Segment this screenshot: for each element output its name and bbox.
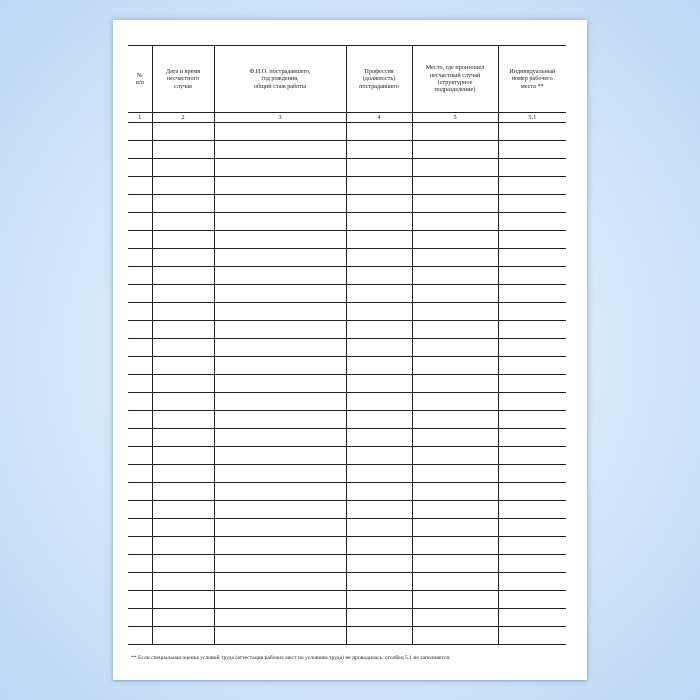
table-cell[interactable] bbox=[498, 375, 566, 393]
table-cell[interactable] bbox=[214, 357, 346, 375]
table-row bbox=[128, 465, 566, 483]
table-cell[interactable] bbox=[214, 483, 346, 501]
table-cell[interactable] bbox=[498, 555, 566, 573]
table-cell[interactable] bbox=[128, 483, 152, 501]
table-cell[interactable] bbox=[128, 267, 152, 285]
table-cell[interactable] bbox=[128, 609, 152, 627]
table-cell[interactable] bbox=[498, 465, 566, 483]
column-number-4: 4 bbox=[346, 113, 412, 123]
table-cell[interactable] bbox=[214, 321, 346, 339]
table-cell[interactable] bbox=[214, 555, 346, 573]
table-cell[interactable] bbox=[498, 321, 566, 339]
table-cell[interactable] bbox=[412, 195, 498, 213]
table-cell[interactable] bbox=[346, 195, 412, 213]
table-cell[interactable] bbox=[498, 285, 566, 303]
table-cell[interactable] bbox=[128, 285, 152, 303]
table-cell[interactable] bbox=[214, 501, 346, 519]
table-row bbox=[128, 573, 566, 591]
table-cell[interactable] bbox=[152, 393, 214, 411]
table-cell[interactable] bbox=[152, 303, 214, 321]
table-cell[interactable] bbox=[498, 213, 566, 231]
table-cell[interactable] bbox=[346, 375, 412, 393]
table-cell[interactable] bbox=[346, 609, 412, 627]
table-cell[interactable] bbox=[152, 411, 214, 429]
table-cell[interactable] bbox=[498, 231, 566, 249]
header-workplace-number: Индивидуальный номер рабочего места ** bbox=[498, 46, 566, 113]
column-number-2: 2 bbox=[152, 113, 214, 123]
table-cell[interactable] bbox=[214, 573, 346, 591]
table-cell[interactable] bbox=[214, 213, 346, 231]
table-cell[interactable] bbox=[128, 537, 152, 555]
table-cell[interactable] bbox=[214, 285, 346, 303]
table-row bbox=[128, 447, 566, 465]
header-place: Место, где произошел несчастный случай (структурное подразделение) bbox=[412, 46, 498, 113]
table-cell[interactable] bbox=[214, 195, 346, 213]
table-row bbox=[128, 393, 566, 411]
table-cell[interactable] bbox=[128, 501, 152, 519]
table-cell[interactable] bbox=[346, 447, 412, 465]
table-cell[interactable] bbox=[412, 249, 498, 267]
table-cell[interactable] bbox=[152, 375, 214, 393]
table-cell[interactable] bbox=[498, 447, 566, 465]
table-cell[interactable] bbox=[214, 591, 346, 609]
table-cell[interactable] bbox=[498, 591, 566, 609]
table-row bbox=[128, 303, 566, 321]
table-cell[interactable] bbox=[346, 303, 412, 321]
table-cell[interactable] bbox=[152, 573, 214, 591]
table-cell[interactable] bbox=[214, 177, 346, 195]
table-cell[interactable] bbox=[128, 213, 152, 231]
column-number-5-1: 5.1 bbox=[498, 113, 566, 123]
table-cell[interactable] bbox=[152, 609, 214, 627]
table-row bbox=[128, 267, 566, 285]
table-row bbox=[128, 609, 566, 627]
table-cell[interactable] bbox=[346, 339, 412, 357]
header-profession: Профессия (должность) пострадавшего bbox=[346, 46, 412, 113]
table-cell[interactable] bbox=[128, 555, 152, 573]
table-cell[interactable] bbox=[128, 159, 152, 177]
table-cell[interactable] bbox=[152, 141, 214, 159]
table-cell[interactable] bbox=[498, 483, 566, 501]
header-victim-name: Ф.И.О. пострадавшего, год рождения, общий стаж работы bbox=[214, 46, 346, 113]
table-cell[interactable] bbox=[412, 285, 498, 303]
table-cell[interactable] bbox=[214, 339, 346, 357]
table-cell[interactable] bbox=[128, 123, 152, 141]
table-cell[interactable] bbox=[346, 249, 412, 267]
table-cell[interactable] bbox=[152, 339, 214, 357]
table-cell[interactable] bbox=[214, 537, 346, 555]
table-cell[interactable] bbox=[498, 195, 566, 213]
table-cell[interactable] bbox=[128, 591, 152, 609]
table-cell[interactable] bbox=[128, 393, 152, 411]
table-cell[interactable] bbox=[152, 555, 214, 573]
table-cell[interactable] bbox=[128, 465, 152, 483]
table-cell[interactable] bbox=[346, 411, 412, 429]
table-row bbox=[128, 195, 566, 213]
table-cell[interactable] bbox=[412, 375, 498, 393]
table-cell[interactable] bbox=[412, 141, 498, 159]
table-cell[interactable] bbox=[346, 573, 412, 591]
table-cell[interactable] bbox=[152, 519, 214, 537]
column-number-5: 5 bbox=[412, 113, 498, 123]
table-row bbox=[128, 591, 566, 609]
table-cell[interactable] bbox=[128, 321, 152, 339]
table-row bbox=[128, 537, 566, 555]
table-cell[interactable] bbox=[346, 393, 412, 411]
table-cell[interactable] bbox=[214, 465, 346, 483]
table-cell[interactable] bbox=[346, 285, 412, 303]
table-cell[interactable] bbox=[498, 573, 566, 591]
table-cell[interactable] bbox=[346, 267, 412, 285]
table-cell[interactable] bbox=[412, 429, 498, 447]
table-cell[interactable] bbox=[214, 123, 346, 141]
table-row bbox=[128, 501, 566, 519]
table-cell[interactable] bbox=[498, 267, 566, 285]
table-cell[interactable] bbox=[498, 339, 566, 357]
table-cell[interactable] bbox=[498, 159, 566, 177]
table-cell[interactable] bbox=[346, 627, 412, 645]
table-cell[interactable] bbox=[152, 429, 214, 447]
table-cell[interactable] bbox=[498, 537, 566, 555]
table-cell[interactable] bbox=[128, 177, 152, 195]
table-cell[interactable] bbox=[412, 447, 498, 465]
table-cell[interactable] bbox=[128, 573, 152, 591]
table-cell[interactable] bbox=[346, 159, 412, 177]
table-cell[interactable] bbox=[498, 123, 566, 141]
column-number-row bbox=[128, 113, 566, 123]
table-cell[interactable] bbox=[152, 501, 214, 519]
table-cell[interactable] bbox=[152, 249, 214, 267]
table-cell[interactable] bbox=[214, 249, 346, 267]
table-row bbox=[128, 141, 566, 159]
table-row bbox=[128, 519, 566, 537]
table-cell[interactable] bbox=[128, 519, 152, 537]
table-row bbox=[128, 483, 566, 501]
table-cell[interactable] bbox=[214, 429, 346, 447]
accident-journal-table bbox=[128, 45, 566, 645]
table-row bbox=[128, 429, 566, 447]
table-row bbox=[128, 555, 566, 573]
table-cell[interactable] bbox=[412, 555, 498, 573]
table-cell[interactable] bbox=[498, 303, 566, 321]
table-cell[interactable] bbox=[128, 249, 152, 267]
table-cell[interactable] bbox=[346, 357, 412, 375]
table-cell[interactable] bbox=[412, 501, 498, 519]
table-row bbox=[128, 231, 566, 249]
table-cell[interactable] bbox=[412, 537, 498, 555]
table-cell[interactable] bbox=[128, 375, 152, 393]
table-cell[interactable] bbox=[412, 123, 498, 141]
table-row bbox=[128, 357, 566, 375]
table-row bbox=[128, 285, 566, 303]
table-cell[interactable] bbox=[152, 627, 214, 645]
table-cell[interactable] bbox=[152, 267, 214, 285]
header-date-time: Дата и время несчастного случая bbox=[152, 46, 214, 113]
table-row bbox=[128, 411, 566, 429]
table-cell[interactable] bbox=[346, 465, 412, 483]
table-cell[interactable] bbox=[498, 141, 566, 159]
table-cell[interactable] bbox=[152, 321, 214, 339]
table-body bbox=[128, 123, 566, 645]
table-cell[interactable] bbox=[498, 177, 566, 195]
table-cell[interactable] bbox=[498, 609, 566, 627]
table-row bbox=[128, 375, 566, 393]
table-cell[interactable] bbox=[214, 447, 346, 465]
journal-page bbox=[113, 20, 587, 680]
table-cell[interactable] bbox=[346, 177, 412, 195]
table-cell[interactable] bbox=[412, 573, 498, 591]
table-cell[interactable] bbox=[498, 501, 566, 519]
table-cell[interactable] bbox=[152, 447, 214, 465]
table-cell[interactable] bbox=[128, 627, 152, 645]
table-cell[interactable] bbox=[152, 357, 214, 375]
header-number: № п/п bbox=[128, 46, 152, 113]
table-cell[interactable] bbox=[128, 303, 152, 321]
table-cell[interactable] bbox=[412, 159, 498, 177]
table-cell[interactable] bbox=[152, 285, 214, 303]
table-cell[interactable] bbox=[412, 303, 498, 321]
table-cell[interactable] bbox=[412, 465, 498, 483]
table-cell[interactable] bbox=[412, 339, 498, 357]
table-cell[interactable] bbox=[498, 627, 566, 645]
table-cell[interactable] bbox=[498, 393, 566, 411]
table-cell[interactable] bbox=[346, 321, 412, 339]
table-cell[interactable] bbox=[412, 357, 498, 375]
table-cell[interactable] bbox=[152, 213, 214, 231]
table-cell[interactable] bbox=[214, 609, 346, 627]
table-cell[interactable] bbox=[412, 177, 498, 195]
table-cell[interactable] bbox=[412, 627, 498, 645]
table-cell[interactable] bbox=[214, 231, 346, 249]
table-cell[interactable] bbox=[412, 321, 498, 339]
table-row bbox=[128, 213, 566, 231]
table-row bbox=[128, 321, 566, 339]
table-cell[interactable] bbox=[346, 591, 412, 609]
table-cell[interactable] bbox=[412, 483, 498, 501]
table-cell[interactable] bbox=[346, 429, 412, 447]
table-row bbox=[128, 177, 566, 195]
table-cell[interactable] bbox=[152, 465, 214, 483]
table-cell[interactable] bbox=[412, 519, 498, 537]
table-cell[interactable] bbox=[214, 141, 346, 159]
table-cell[interactable] bbox=[152, 159, 214, 177]
table-cell[interactable] bbox=[346, 537, 412, 555]
table-cell[interactable] bbox=[152, 483, 214, 501]
table-cell[interactable] bbox=[152, 537, 214, 555]
table-cell[interactable] bbox=[346, 501, 412, 519]
table-cell[interactable] bbox=[128, 195, 152, 213]
table-cell[interactable] bbox=[128, 231, 152, 249]
table-cell[interactable] bbox=[346, 483, 412, 501]
table-cell[interactable] bbox=[214, 303, 346, 321]
table-cell[interactable] bbox=[346, 141, 412, 159]
table-row bbox=[128, 123, 566, 141]
table-header-row bbox=[128, 46, 566, 113]
table-cell[interactable] bbox=[498, 249, 566, 267]
table-cell[interactable] bbox=[498, 357, 566, 375]
table-cell[interactable] bbox=[412, 267, 498, 285]
table-row bbox=[128, 627, 566, 645]
table-cell[interactable] bbox=[128, 429, 152, 447]
table-cell[interactable] bbox=[412, 609, 498, 627]
table-cell[interactable] bbox=[346, 123, 412, 141]
table-cell[interactable] bbox=[498, 429, 566, 447]
table-cell[interactable] bbox=[152, 123, 214, 141]
table-cell[interactable] bbox=[152, 177, 214, 195]
table-cell[interactable] bbox=[128, 357, 152, 375]
table-cell[interactable] bbox=[128, 411, 152, 429]
table-cell[interactable] bbox=[498, 519, 566, 537]
table-cell[interactable] bbox=[412, 591, 498, 609]
table-cell[interactable] bbox=[152, 591, 214, 609]
table-cell[interactable] bbox=[128, 339, 152, 357]
table-cell[interactable] bbox=[128, 141, 152, 159]
table-cell[interactable] bbox=[152, 231, 214, 249]
table-cell[interactable] bbox=[346, 519, 412, 537]
table-cell[interactable] bbox=[412, 393, 498, 411]
table-cell[interactable] bbox=[412, 213, 498, 231]
table-cell[interactable] bbox=[128, 447, 152, 465]
table-cell[interactable] bbox=[412, 411, 498, 429]
column-number-3: 3 bbox=[214, 113, 346, 123]
table-cell[interactable] bbox=[346, 555, 412, 573]
table-row bbox=[128, 339, 566, 357]
table-cell[interactable] bbox=[214, 519, 346, 537]
column-number-1: 1 bbox=[128, 113, 152, 123]
table-cell[interactable] bbox=[214, 627, 346, 645]
table-row bbox=[128, 159, 566, 177]
table-cell[interactable] bbox=[346, 213, 412, 231]
table-cell[interactable] bbox=[214, 393, 346, 411]
table-cell[interactable] bbox=[498, 411, 566, 429]
table-cell[interactable] bbox=[214, 375, 346, 393]
table-cell[interactable] bbox=[214, 411, 346, 429]
table-cell[interactable] bbox=[412, 231, 498, 249]
table-cell[interactable] bbox=[346, 231, 412, 249]
table-cell[interactable] bbox=[214, 267, 346, 285]
table-cell[interactable] bbox=[214, 159, 346, 177]
table-row bbox=[128, 249, 566, 267]
table-cell[interactable] bbox=[152, 195, 214, 213]
footnote: ** Если специальная оценка условий труда (аттестация рабочих мест по условиям труда) не проводилась, столбец 5.1 не заполняется. bbox=[131, 655, 451, 661]
